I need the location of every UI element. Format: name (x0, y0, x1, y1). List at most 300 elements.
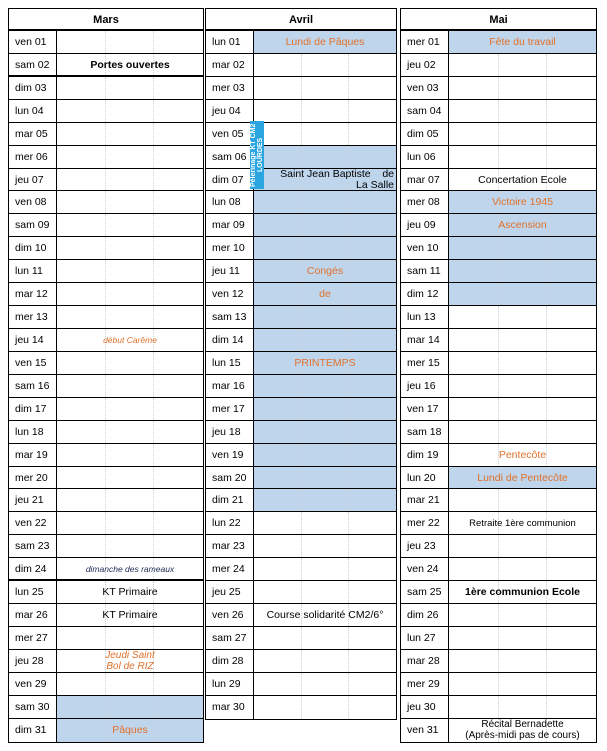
event-cell (449, 54, 596, 76)
day-label: lun 22 (206, 512, 254, 534)
day-label: lun 08 (206, 191, 254, 213)
day-label: jeu 11 (206, 260, 254, 282)
day-row (206, 673, 396, 696)
day-row (9, 260, 203, 283)
event-cell (449, 627, 596, 649)
day-row (401, 191, 596, 214)
day-label: lun 25 (9, 581, 57, 603)
day-label: sam 25 (401, 581, 449, 603)
day-label: mar 09 (206, 214, 254, 236)
day-row (401, 535, 596, 558)
event-cell (57, 444, 203, 466)
event-cell (254, 650, 396, 672)
month-header: Mai (401, 9, 596, 31)
day-row (206, 100, 396, 123)
day-row (9, 191, 203, 214)
event-cell (449, 352, 596, 374)
event-cell (449, 421, 596, 443)
event-cell (254, 283, 396, 305)
day-label: ven 08 (9, 191, 57, 213)
event-text: Pentecôte (498, 448, 547, 461)
day-label: mer 17 (206, 398, 254, 420)
day-label: dim 07 (206, 169, 254, 191)
day-row (206, 123, 396, 146)
day-label: mar 02 (206, 54, 254, 76)
day-row (9, 467, 203, 490)
event-cell (449, 512, 596, 534)
event-cell (449, 696, 596, 718)
day-label: sam 20 (206, 467, 254, 489)
day-row (9, 77, 203, 100)
event-cell (449, 329, 596, 351)
day-label: mar 12 (9, 283, 57, 305)
event-cell (57, 421, 203, 443)
day-row (206, 329, 396, 352)
day-label: sam 11 (401, 260, 449, 282)
day-label: dim 31 (9, 719, 57, 742)
day-row (206, 467, 396, 490)
day-label: mar 05 (9, 123, 57, 145)
day-label: ven 26 (206, 604, 254, 626)
event-cell (449, 146, 596, 168)
day-row (401, 696, 596, 719)
event-text: Congés (306, 265, 344, 278)
event-cell (254, 31, 396, 53)
day-label: mer 20 (9, 467, 57, 489)
event-cell (254, 191, 396, 213)
event-cell (449, 260, 596, 282)
day-label: mar 21 (401, 489, 449, 511)
day-label: jeu 02 (401, 54, 449, 76)
month-header: Mars (9, 9, 203, 31)
event-text: dimanche des rameaux (85, 564, 175, 575)
day-row (9, 627, 203, 650)
event-cell (57, 306, 203, 328)
event-cell (57, 398, 203, 420)
day-row (9, 512, 203, 535)
event-cell (254, 535, 396, 557)
event-text: Fête du travail (489, 36, 556, 48)
day-row (401, 558, 596, 581)
event-cell (449, 650, 596, 672)
event-cell (254, 169, 396, 191)
day-row (9, 421, 203, 444)
day-row (206, 214, 396, 237)
day-label: lun 13 (401, 306, 449, 328)
day-label: lun 11 (9, 260, 57, 282)
event-cell (57, 375, 203, 397)
event-cell (449, 306, 596, 328)
day-row (401, 352, 596, 375)
event-cell (57, 489, 203, 511)
day-label: jeu 18 (206, 421, 254, 443)
event-cell (449, 31, 596, 53)
day-label: mer 15 (401, 352, 449, 374)
event-text: KT Primaire (102, 586, 158, 599)
event-cell (254, 54, 396, 76)
month-column-mai (400, 8, 597, 743)
day-label: lun 18 (9, 421, 57, 443)
day-row (206, 169, 396, 192)
day-label: mar 07 (401, 169, 449, 191)
event-cell (449, 535, 596, 557)
event-cell (57, 604, 203, 626)
event-text: Lundi de Pâques (285, 36, 365, 48)
day-label: dim 03 (9, 77, 57, 99)
day-row (401, 398, 596, 421)
event-cell (449, 100, 596, 122)
event-text: de (319, 288, 331, 301)
day-label: dim 05 (401, 123, 449, 145)
day-row (401, 123, 596, 146)
day-row (9, 283, 203, 306)
day-label: sam 04 (401, 100, 449, 122)
day-row (401, 627, 596, 650)
event-cell (254, 100, 396, 122)
day-row (206, 696, 396, 719)
month-column-mars (8, 8, 204, 743)
day-row (401, 719, 596, 742)
day-label: mer 29 (401, 673, 449, 695)
day-row (9, 352, 203, 375)
day-row (9, 306, 203, 329)
day-row (401, 237, 596, 260)
day-row (9, 31, 203, 54)
event-cell (254, 604, 396, 626)
day-row (206, 191, 396, 214)
day-label: mar 26 (9, 604, 57, 626)
day-label: sam 16 (9, 375, 57, 397)
day-label: jeu 23 (401, 535, 449, 557)
event-cell (254, 398, 396, 420)
day-label: mar 30 (206, 696, 254, 719)
day-label: mar 14 (401, 329, 449, 351)
day-row (401, 375, 596, 398)
day-row (401, 421, 596, 444)
event-cell (254, 146, 396, 168)
day-row (401, 214, 596, 237)
day-row (206, 398, 396, 421)
day-row (9, 398, 203, 421)
event-text: Victoire 1945 (491, 196, 554, 209)
day-label: sam 18 (401, 421, 449, 443)
event-cell (449, 123, 596, 145)
day-label: ven 15 (9, 352, 57, 374)
event-cell (254, 306, 396, 328)
event-cell (254, 673, 396, 695)
event-cell (254, 260, 396, 282)
day-row (206, 260, 396, 283)
day-label: ven 31 (401, 719, 449, 742)
day-label: jeu 28 (9, 650, 57, 672)
day-row (9, 123, 203, 146)
day-row (9, 673, 203, 696)
event-cell (254, 237, 396, 259)
event-cell (57, 535, 203, 557)
day-row (401, 54, 596, 77)
day-label: jeu 14 (9, 329, 57, 351)
event-cell (57, 100, 203, 122)
day-label: sam 23 (9, 535, 57, 557)
event-cell (449, 77, 596, 99)
day-label: ven 01 (9, 31, 57, 53)
event-cell (254, 214, 396, 236)
month-header: Avril (206, 9, 396, 31)
event-cell (254, 77, 396, 99)
event-cell (57, 696, 203, 718)
day-row (401, 467, 596, 490)
event-cell (57, 214, 203, 236)
day-row (9, 650, 203, 673)
event-cell (254, 581, 396, 603)
event-cell (449, 444, 596, 466)
event-text: Pâques (112, 723, 148, 736)
event-cell (254, 123, 396, 145)
day-row (206, 352, 396, 375)
day-label: dim 17 (9, 398, 57, 420)
event-cell (254, 489, 396, 511)
event-cell (57, 237, 203, 259)
day-row (206, 375, 396, 398)
day-row (9, 375, 203, 398)
day-row (401, 31, 596, 54)
day-label: dim 14 (206, 329, 254, 351)
event-cell (449, 719, 596, 742)
day-row (401, 146, 596, 169)
day-label: mer 22 (401, 512, 449, 534)
day-label: jeu 09 (401, 214, 449, 236)
event-text: Jeudi Saint Bol de RIZ (105, 649, 155, 672)
day-row (9, 604, 203, 627)
event-text: Course solidarité CM2/6° (266, 609, 384, 622)
day-label: mer 13 (9, 306, 57, 328)
day-label: dim 12 (401, 283, 449, 305)
day-label: jeu 30 (401, 696, 449, 718)
event-cell (57, 123, 203, 145)
event-cell (57, 191, 203, 213)
event-cell (57, 673, 203, 695)
day-row (401, 581, 596, 604)
day-label: sam 27 (206, 627, 254, 649)
day-row (401, 329, 596, 352)
day-label: ven 12 (206, 283, 254, 305)
event-cell (57, 169, 203, 191)
event-cell (57, 283, 203, 305)
day-row (206, 650, 396, 673)
event-cell (449, 169, 596, 191)
day-row (9, 535, 203, 558)
day-row (206, 54, 396, 77)
day-row (206, 489, 396, 512)
event-cell (449, 237, 596, 259)
event-cell (57, 329, 203, 351)
day-row (206, 31, 396, 54)
event-cell (449, 398, 596, 420)
event-cell (449, 283, 596, 305)
event-cell (57, 467, 203, 489)
day-row (401, 283, 596, 306)
event-cell (57, 146, 203, 168)
day-label: mar 28 (401, 650, 449, 672)
event-cell (254, 421, 396, 443)
event-text: Concertation Ecole (478, 173, 567, 186)
day-row (9, 581, 203, 604)
day-label: jeu 21 (9, 489, 57, 511)
event-cell (449, 604, 596, 626)
event-cell (254, 329, 396, 351)
event-cell (254, 512, 396, 534)
day-row (206, 146, 396, 169)
event-cell (57, 719, 203, 742)
event-cell (57, 77, 203, 99)
event-cell (57, 512, 203, 534)
event-cell (57, 581, 203, 603)
day-label: sam 30 (9, 696, 57, 718)
day-row (401, 260, 596, 283)
day-label: mer 06 (9, 146, 57, 168)
day-row (401, 169, 596, 192)
day-label: sam 02 (9, 54, 57, 75)
day-row (401, 512, 596, 535)
event-cell (254, 696, 396, 719)
day-row (401, 444, 596, 467)
day-label: ven 22 (9, 512, 57, 534)
event-cell (449, 581, 596, 603)
event-cell (57, 260, 203, 282)
day-label: jeu 25 (206, 581, 254, 603)
event-cell (57, 352, 203, 374)
day-row (206, 283, 396, 306)
event-cell (449, 673, 596, 695)
month-column-avril (205, 8, 397, 720)
day-label: ven 24 (401, 558, 449, 580)
day-label: dim 26 (401, 604, 449, 626)
event-cell (254, 627, 396, 649)
day-label: sam 09 (9, 214, 57, 236)
day-label: dim 10 (9, 237, 57, 259)
event-text: 1ère communion Ecole (465, 586, 580, 599)
event-cell (57, 558, 203, 579)
day-label: mer 01 (401, 31, 449, 53)
day-row (206, 444, 396, 467)
event-cell (254, 558, 396, 580)
event-cell (254, 352, 396, 374)
day-label: lun 06 (401, 146, 449, 168)
day-row (9, 100, 203, 123)
day-row (206, 604, 396, 627)
day-label: dim 28 (206, 650, 254, 672)
day-row (9, 146, 203, 169)
event-cell (449, 489, 596, 511)
day-label: ven 03 (401, 77, 449, 99)
day-label: lun 27 (401, 627, 449, 649)
day-row (9, 237, 203, 260)
pelerinage-badge: Pèlerinage KT CM2 LOURDES (250, 121, 264, 189)
day-row (206, 77, 396, 100)
day-row (206, 237, 396, 260)
day-label: lun 29 (206, 673, 254, 695)
day-label: dim 21 (206, 489, 254, 511)
event-cell (57, 54, 203, 75)
event-cell (449, 467, 596, 489)
day-label: mar 19 (9, 444, 57, 466)
day-label: dim 19 (401, 444, 449, 466)
day-label: jeu 16 (401, 375, 449, 397)
day-row (9, 169, 203, 192)
event-text: Lundi de Pentecôte (477, 471, 568, 484)
day-label: ven 05 (206, 123, 254, 145)
day-label: sam 06 (206, 146, 254, 168)
event-text: KT Primaire (102, 609, 158, 622)
event-text: Retraite 1ère communion (469, 518, 576, 530)
event-cell (449, 191, 596, 213)
day-label: ven 19 (206, 444, 254, 466)
day-label: mer 03 (206, 77, 254, 99)
event-cell (57, 31, 203, 53)
day-row (206, 512, 396, 535)
event-cell (254, 467, 396, 489)
day-label: lun 04 (9, 100, 57, 122)
day-row (206, 421, 396, 444)
day-label: mar 23 (206, 535, 254, 557)
event-cell (57, 650, 203, 672)
event-cell (254, 375, 396, 397)
day-label: sam 13 (206, 306, 254, 328)
day-row (9, 54, 203, 77)
day-label: jeu 04 (206, 100, 254, 122)
day-row (9, 558, 203, 581)
day-label: lun 01 (206, 31, 254, 53)
event-cell (449, 214, 596, 236)
day-row (9, 444, 203, 467)
day-label: jeu 07 (9, 169, 57, 191)
event-cell (254, 444, 396, 466)
day-label: lun 20 (401, 467, 449, 489)
day-row (206, 535, 396, 558)
event-text: Saint Jean Baptiste de La Salle (280, 167, 394, 191)
day-row (9, 329, 203, 352)
day-row (206, 581, 396, 604)
day-row (206, 627, 396, 650)
event-cell (449, 375, 596, 397)
day-label: ven 29 (9, 673, 57, 695)
day-label: mar 16 (206, 375, 254, 397)
day-row (401, 650, 596, 673)
day-row (206, 558, 396, 581)
day-label: dim 24 (9, 558, 57, 579)
day-row (401, 306, 596, 329)
day-label: mer 24 (206, 558, 254, 580)
event-text: Portes ouvertes (90, 58, 170, 71)
day-row (401, 489, 596, 512)
day-row (401, 673, 596, 696)
day-row (401, 604, 596, 627)
event-cell (57, 627, 203, 649)
event-text: Récital Bernadette (Après-midi pas de cours) (465, 718, 580, 741)
day-row (206, 306, 396, 329)
event-text: Ascension (498, 219, 547, 232)
day-label: mer 27 (9, 627, 57, 649)
day-row (401, 100, 596, 123)
day-row (9, 696, 203, 719)
event-cell (449, 558, 596, 580)
day-label: ven 17 (401, 398, 449, 420)
day-label: mer 08 (401, 191, 449, 213)
day-row (401, 77, 596, 100)
day-row (9, 489, 203, 512)
day-label: lun 15 (206, 352, 254, 374)
event-text: début Carême (103, 334, 157, 345)
